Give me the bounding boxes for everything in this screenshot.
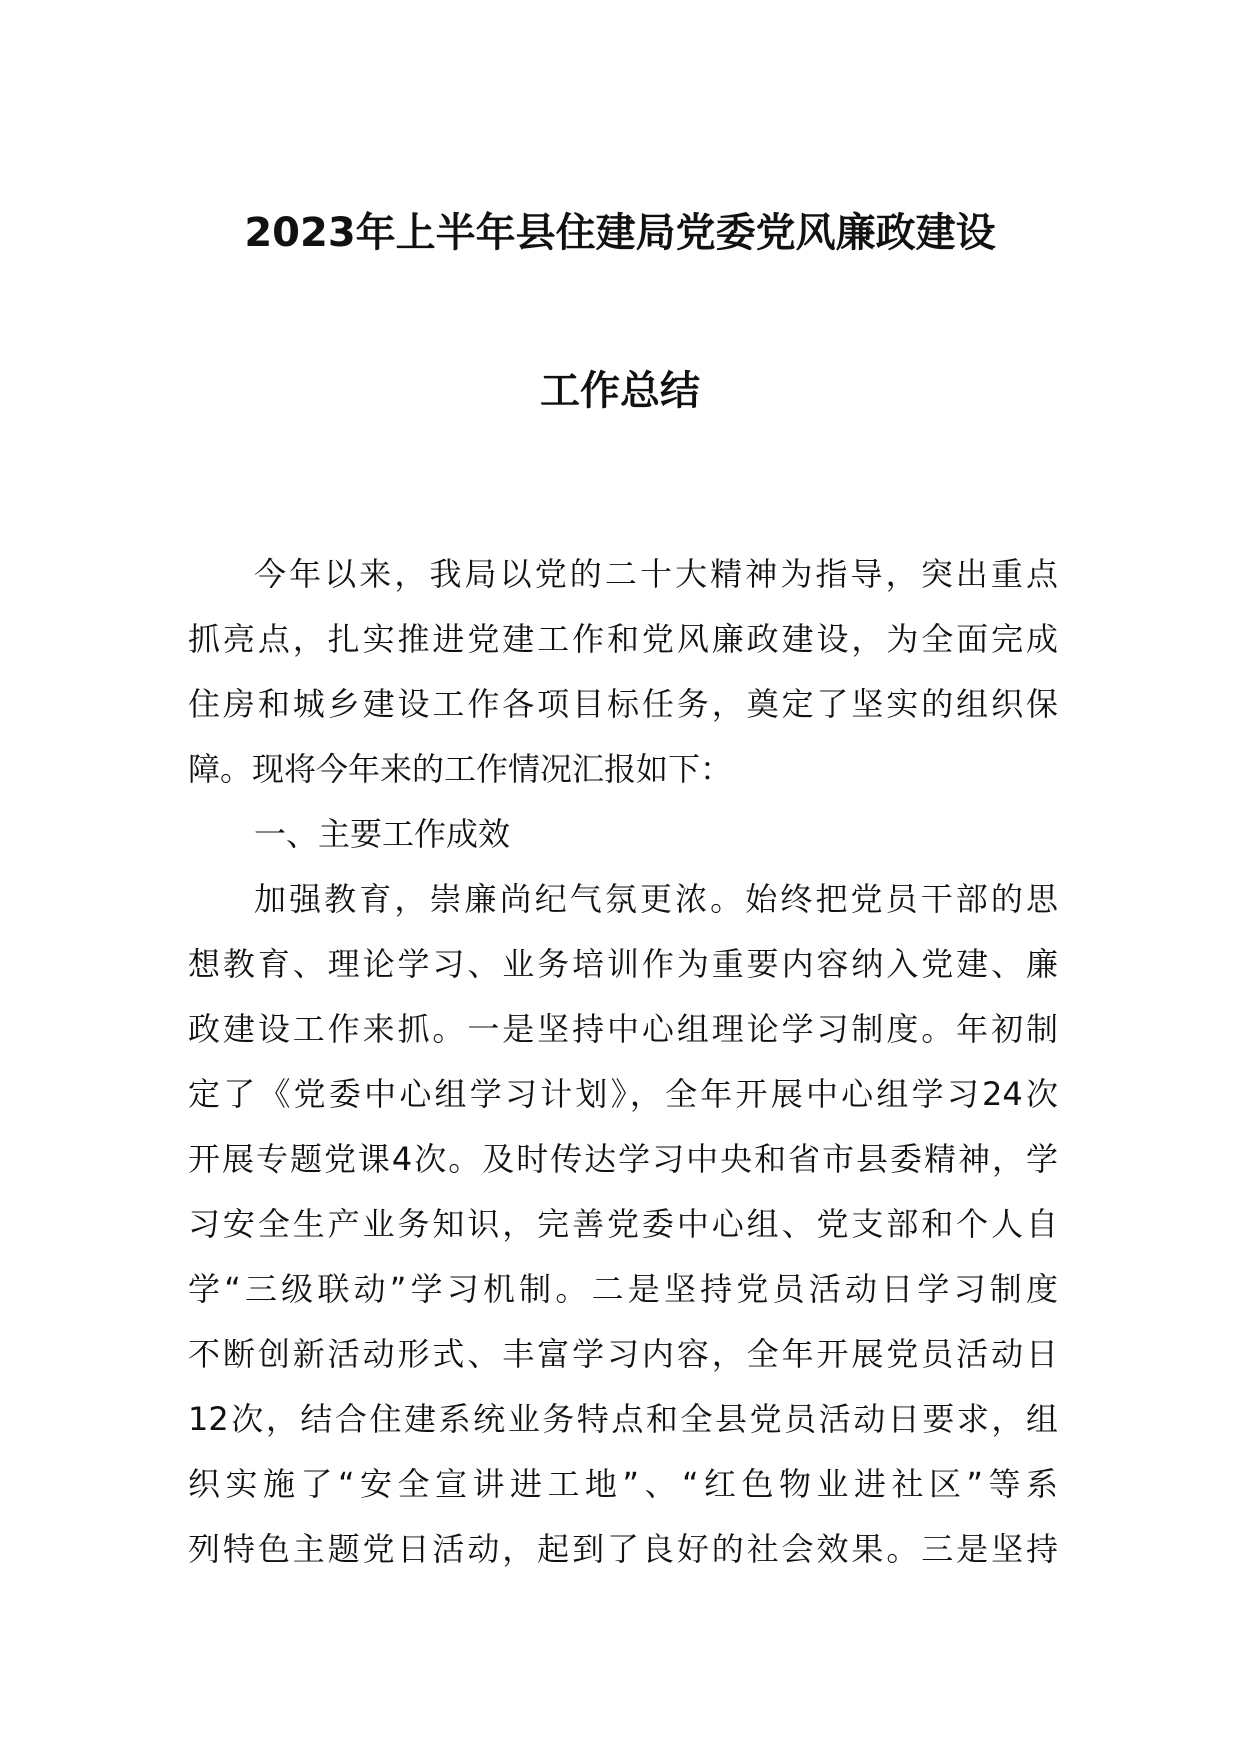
document-title-line-1: 2023年上半年县住建局党委党风廉政建设 xyxy=(244,210,996,256)
paragraph-line: 今年以来，我局以党的二十大精神为指导，突出重点 xyxy=(254,555,1058,593)
document-body xyxy=(188,542,1058,1582)
paragraph-line: 开展专题党课4次。及时传达学习中央和省市县委精神，学 xyxy=(188,1140,1058,1178)
paragraph-line: 抓亮点，扎实推进党建工作和党风廉政建设，为全面完成 xyxy=(188,620,1058,658)
section-heading: 一、主要工作成效 xyxy=(254,815,511,853)
paragraph-line: 习安全生产业务知识，完善党委中心组、党支部和个人自 xyxy=(188,1205,1058,1243)
paragraph-line: 障。现将今年来的工作情况汇报如下： xyxy=(188,750,733,788)
paragraph-line: 12次，结合住建系统业务特点和全县党员活动日要求，组 xyxy=(188,1400,1058,1438)
paragraph-line: 列特色主题党日活动，起到了良好的社会效果。三是坚持 xyxy=(188,1530,1058,1568)
paragraph-line: 学“三级联动”学习机制。二是坚持党员活动日学习制度 xyxy=(188,1270,1058,1308)
paragraph-line: 定了《党委中心组学习计划》，全年开展中心组学习24次 xyxy=(188,1075,1058,1113)
paragraph-line: 不断创新活动形式、丰富学习内容，全年开展党员活动日 xyxy=(188,1335,1058,1373)
paragraph-line: 织实施了“安全宣讲进工地”、“红色物业进社区”等系 xyxy=(188,1465,1058,1503)
paragraph-line: 想教育、理论学习、业务培训作为重要内容纳入党建、廉 xyxy=(188,945,1058,983)
document-title-line-2: 工作总结 xyxy=(540,368,700,414)
paragraph-line: 加强教育，崇廉尚纪气氛更浓。始终把党员干部的思 xyxy=(254,880,1058,918)
paragraph-line: 住房和城乡建设工作各项目标任务，奠定了坚实的组织保 xyxy=(188,685,1058,723)
paragraph-line: 政建设工作来抓。一是坚持中心组理论学习制度。年初制 xyxy=(188,1010,1058,1048)
